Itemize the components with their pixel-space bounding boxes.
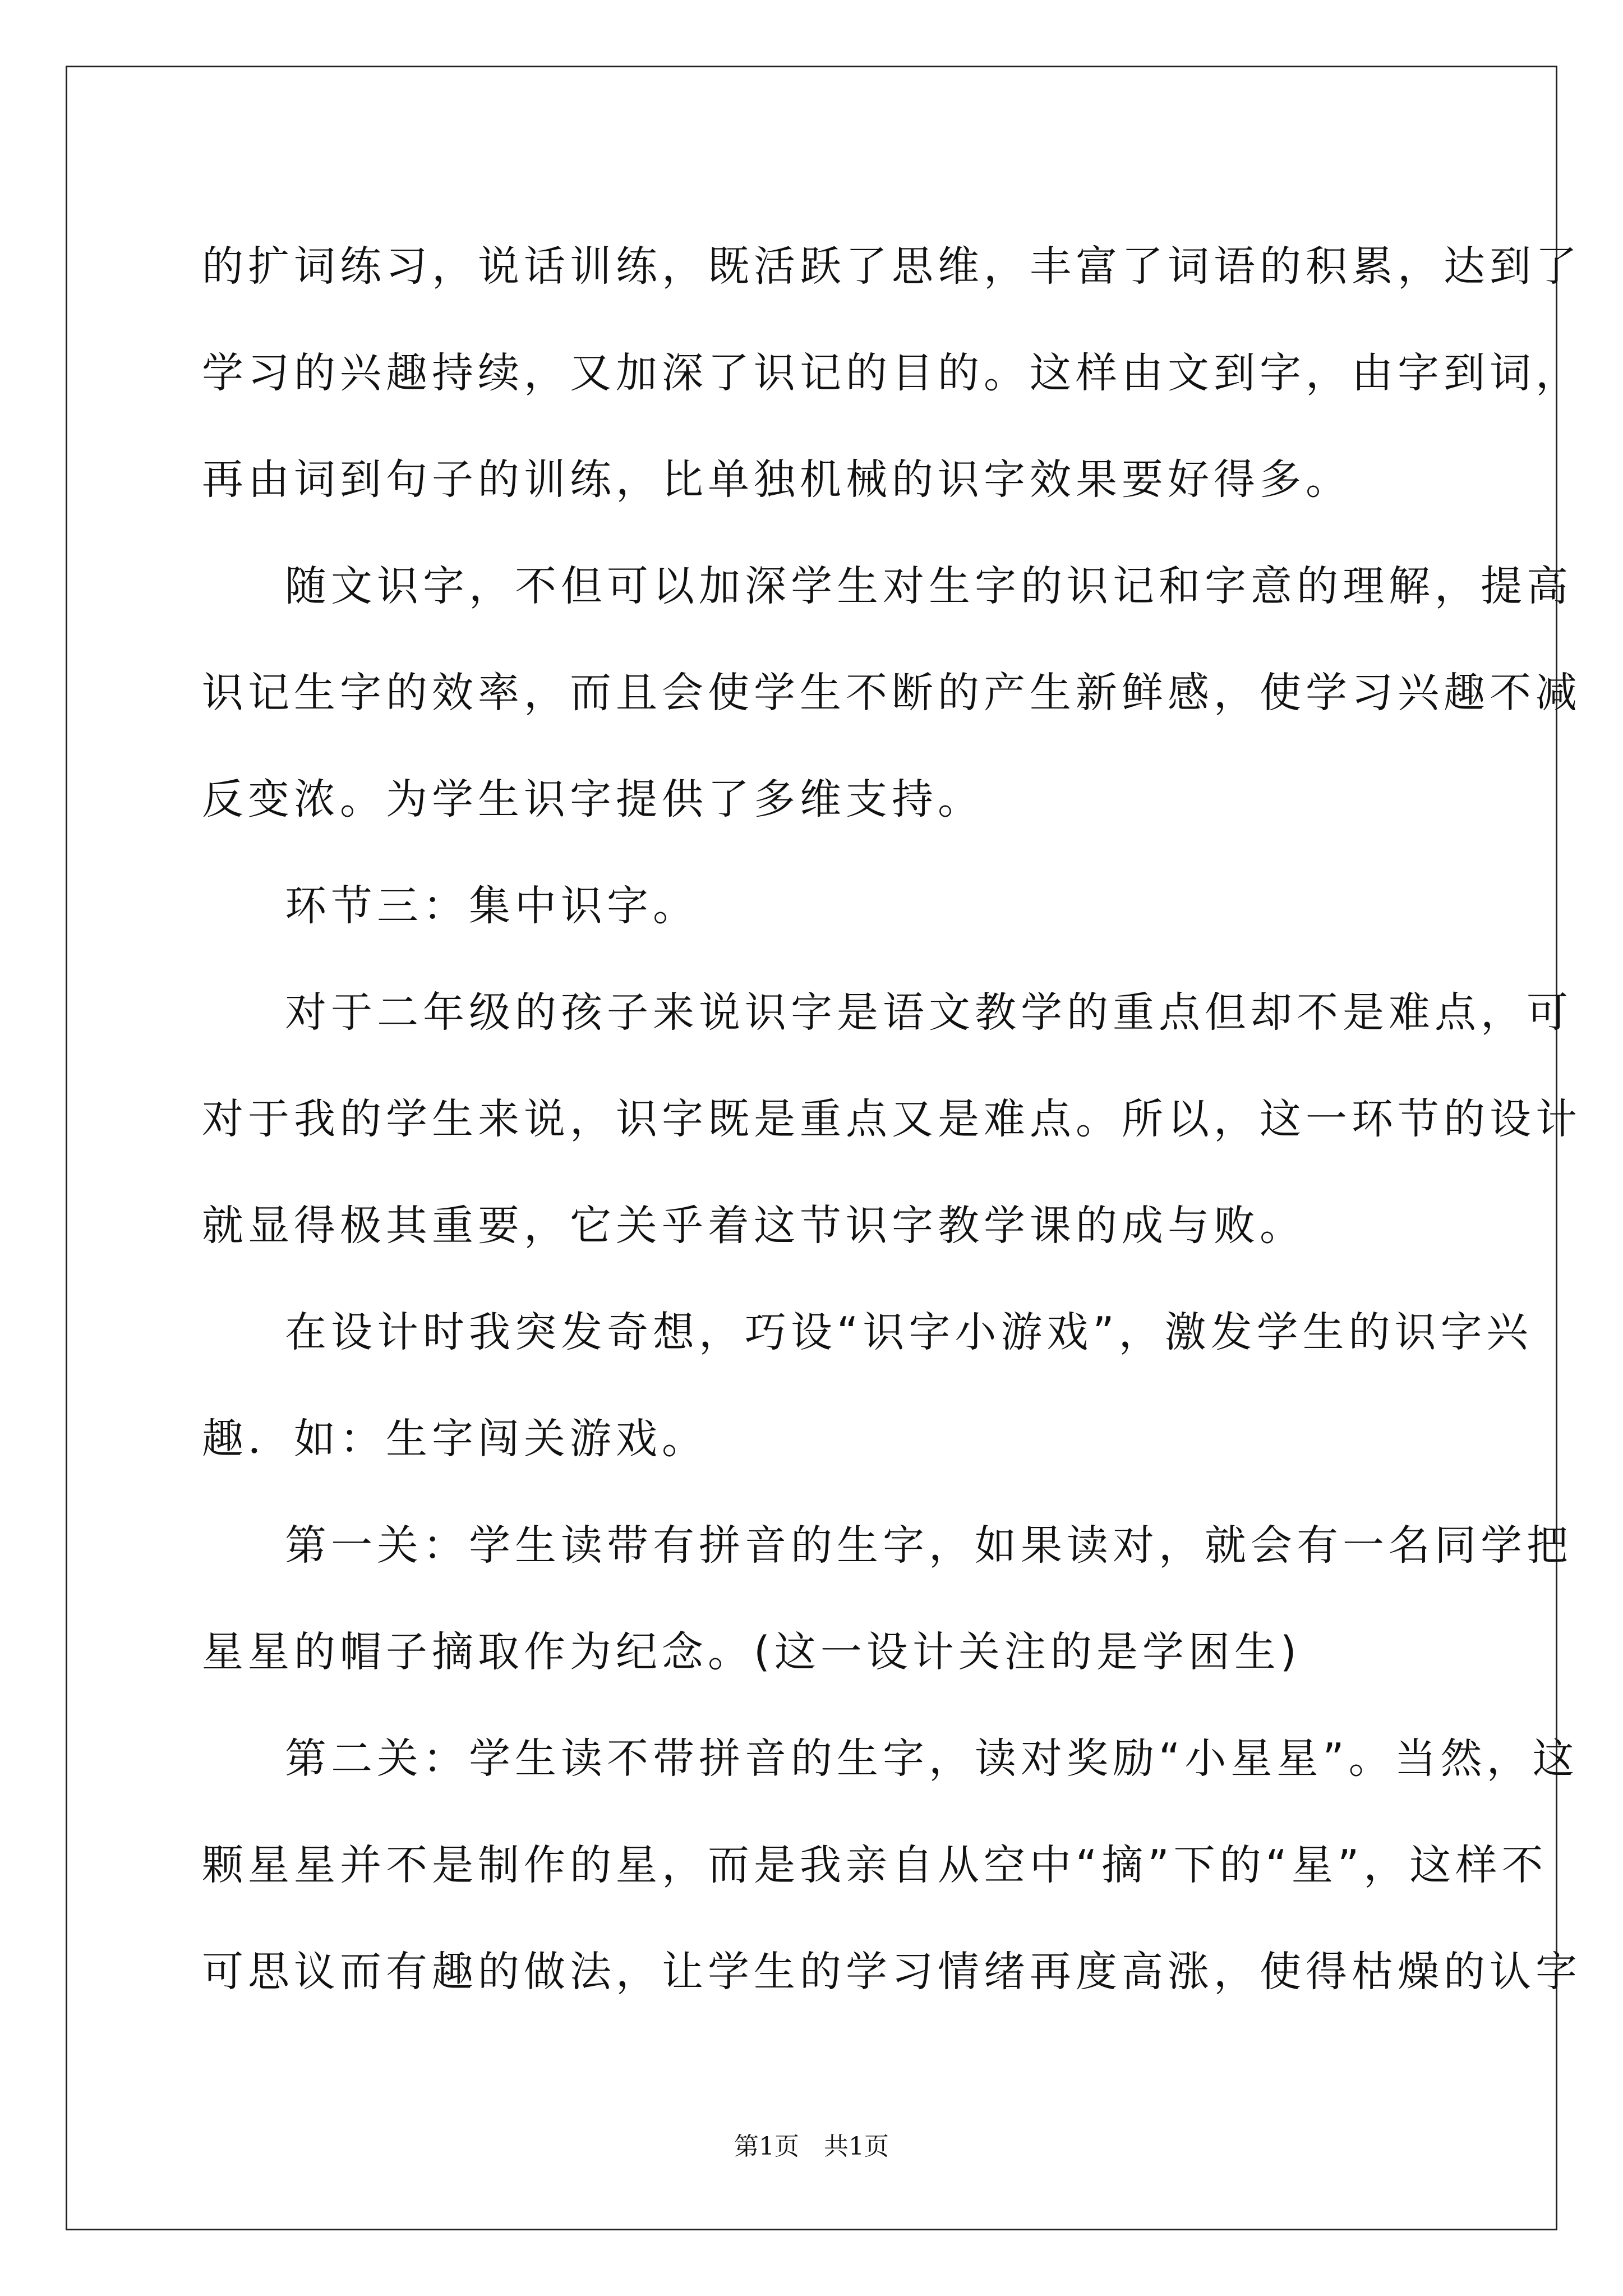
document-body	[202, 213, 1581, 2025]
text-line: 趣．如：生字闯关游戏。	[202, 1415, 708, 1463]
paragraph-start-line: 第一关：学生读带有拼音的生字，如果读对，就会有一名同学把	[285, 1521, 1573, 1570]
text-line: 的扩词练习，说话训练，既活跃了思维，丰富了词语的积累，达到了	[202, 242, 1581, 291]
text-line: 颗星星并不是制作的星，而是我亲自从空中“摘”下的“星”，这样不	[202, 1841, 1548, 1889]
text-line: 识记生字的效率，而且会使学生不断的产生新鲜感，使学习兴趣不减	[202, 669, 1581, 717]
text-line: 反变浓。为学生识字提供了多维支持。	[202, 775, 984, 823]
page-number-footer: 第1页 共1页	[734, 2132, 889, 2161]
text-line: 对于我的学生来说，识字既是重点又是难点。所以，这一环节的设计	[202, 1095, 1581, 1143]
text-line: 可思议而有趣的做法，让学生的学习情绪再度高涨，使得枯燥的认字	[202, 1948, 1581, 1996]
paragraph-start-line: 在设计时我突发奇想，巧设“识字小游戏”，激发学生的识字兴	[285, 1308, 1533, 1356]
section-heading: 环节三：集中识字。	[285, 882, 699, 930]
text-line: 再由词到句子的训练，比单独机械的识字效果要好得多。	[202, 455, 1352, 504]
text-line: 学习的兴趣持续，又加深了识记的目的。这样由文到字，由字到词，	[202, 349, 1581, 397]
text-line: 星星的帽子摘取作为纪念。(这一设计关注的是学困生)	[202, 1628, 1301, 1676]
paragraph-start-line: 随文识字，不但可以加深学生对生字的识记和字意的理解，提高	[285, 562, 1573, 610]
paragraph-start-line: 第二关：学生读不带拼音的生字，读对奖励“小星星”。当然，这	[285, 1734, 1579, 1783]
text-line: 就显得极其重要，它关乎着这节识字教学课的成与败。	[202, 1202, 1306, 1250]
paragraph-start-line: 对于二年级的孩子来说识字是语文教学的重点但却不是难点，可	[285, 988, 1573, 1037]
